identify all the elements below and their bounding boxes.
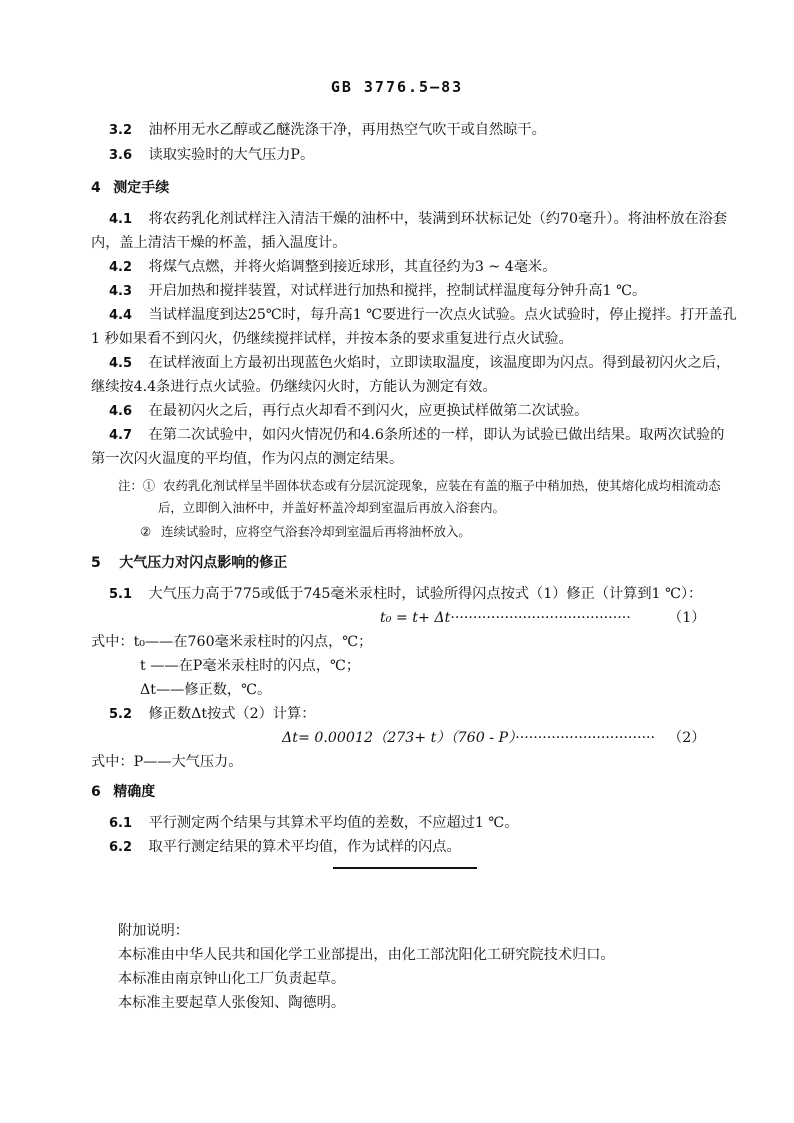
clause-number: 4.3: [109, 284, 133, 299]
clause-number: 4.1: [109, 212, 133, 227]
standard-number: GB 3776.5—83: [330, 78, 464, 96]
where-block-2: 式中：P——大气压力。: [91, 754, 243, 770]
appendix-line: 本标准主要起草人张俊知、陶德明。: [118, 995, 346, 1011]
clause-text: 取平行测定结果的算术平均值，作为试样的闪点。: [148, 839, 461, 855]
clause-number: 4.2: [109, 260, 133, 275]
clause-4-4-cont: 1 秒如果看不到闪火，仍继续搅拌试样，并按本条的要求重复进行点火试验。: [91, 331, 573, 347]
appendix-line: 本标准由南京钟山化工厂负责起草。: [118, 971, 346, 987]
where-item: Δt——修正数，℃。: [140, 682, 272, 698]
note-1: [118, 476, 721, 496]
clause-number: 4.4: [109, 308, 133, 323]
section-number: 5: [91, 555, 101, 571]
clause-4-1-cont: 内，盖上清洁干燥的杯盖，插入温度计。: [91, 235, 347, 251]
formula-2: [282, 728, 655, 748]
clause-number: 4.5: [109, 356, 133, 371]
clause-text: 将煤气点燃，并将火焰调整到接近球形，其直径约为3 ~ 4毫米。: [148, 259, 557, 275]
clause-number: 6.1: [109, 816, 133, 831]
formula-expression: Δt= 0.00012（273+ t）（760 - P）: [282, 730, 516, 746]
clause-4-5: [109, 353, 730, 374]
appendix-title: 附加说明：: [118, 923, 189, 939]
clause-text: 在试样液面上方最初出现蓝色火焰时，立即读取温度，该温度即为闪点。得到最初闪火之后，: [148, 355, 731, 371]
clause-text: 油杯用无水乙醇或乙醚洗涤干净，再用热空气吹干或自然晾干。: [148, 122, 546, 138]
clause-4-6: [109, 401, 588, 422]
where-block-1: [91, 632, 372, 652]
note-label: 注：①: [118, 478, 156, 493]
where-label: 式中：: [91, 634, 134, 650]
note-1-cont: 后，立即倒入油杯中，并盖好杯盖冷却到室温后再放入浴套内。: [158, 500, 505, 515]
clause-number: 3.6: [109, 148, 133, 163]
clause-number: 4.6: [109, 404, 133, 419]
section-number: 6: [91, 784, 101, 800]
equation-number-1: （1）: [668, 610, 706, 626]
end-rule: [333, 867, 477, 869]
note-2: [140, 522, 471, 542]
leader-dots: ········································: [450, 610, 631, 626]
section-title: 大气压力对闪点影响的修正: [119, 555, 288, 571]
clause-5-2: [109, 704, 315, 725]
note-mark: ②: [140, 524, 152, 539]
formula-1: [380, 608, 631, 628]
clause-6-1: [109, 813, 518, 834]
appendix-line: 本标准由中华人民共和国化学工业部提出，由化工部沈阳化工研究院技术归口。: [118, 947, 615, 963]
clause-4-3: [109, 281, 646, 302]
clause-4-7: [109, 425, 724, 446]
clause-4-7-cont: 第一次闪火温度的平均值，作为闪点的测定结果。: [91, 451, 404, 467]
clause-number: 5.2: [109, 707, 133, 722]
clause-text: 将农药乳化剂试样注入清洁干燥的油杯中，装满到环状标记处（约70毫升）。将油杯放在浴套: [148, 211, 728, 227]
clause-text: 在第二次试验中，如闪火情况仍和4.6条所述的一样，即认为试验已做出结果。取两次试验的: [148, 427, 725, 443]
clause-number: 5.1: [109, 587, 133, 602]
clause-number: 6.2: [109, 840, 133, 855]
note-text: 农药乳化剂试样呈半固体状态或有分层沉淀现象，应装在有盖的瓶子中稍加热，使其熔化成均相流动态: [163, 478, 721, 493]
section-heading-6: [91, 782, 155, 802]
section-title: 测定手续: [113, 180, 170, 196]
clause-number: 4.7: [109, 428, 133, 443]
section-heading-5: [91, 553, 287, 573]
clause-text: 在最初闪火之后，再行点火却看不到闪火，应更换试样做第二次试验。: [148, 403, 589, 419]
section-title: 精确度: [113, 784, 156, 800]
section-heading-4: [91, 178, 169, 198]
clause-4-4: [109, 305, 737, 326]
clause-3-6: [109, 145, 314, 166]
clause-text: 平行测定两个结果与其算术平均值的差数，不应超过1 ℃。: [148, 815, 519, 831]
equation-number-2: （2）: [668, 730, 706, 746]
clause-text: 当试样温度到达25℃时，每升高1 ℃要进行一次点火试验。点火试验时，停止搅拌。打开盖孔: [148, 307, 737, 323]
where-item: t ——在P毫米汞柱时的闪点，℃；: [140, 658, 361, 674]
clause-text: 读取实验时的大气压力P。: [148, 147, 315, 163]
clause-6-2: [109, 837, 461, 858]
where-item: t₀——在760毫米汞柱时的闪点，℃；: [133, 634, 373, 650]
clause-4-2: [109, 257, 556, 278]
note-text: 连续试验时，应将空气浴套冷却到室温后再将油杯放入。: [161, 524, 471, 539]
formula-expression: t₀ = t+ Δt: [380, 610, 451, 626]
section-number: 4: [91, 180, 101, 196]
clause-4-5-cont: 继续按4.4条进行点火试验。仍继续闪火时，方能认为测定有效。: [91, 379, 497, 395]
clause-text: 修正数Δt按式（2）计算：: [148, 706, 316, 722]
clause-4-1: [109, 209, 727, 230]
clause-number: 3.2: [109, 123, 133, 138]
clause-5-1: [109, 584, 702, 605]
clause-text: 大气压力高于775或低于745毫米汞柱时，试验所得闪点按式（1）修正（计算到1 ℃）：: [148, 586, 703, 602]
clause-3-2: [109, 120, 546, 141]
leader-dots: ·······························: [515, 730, 655, 746]
clause-text: 开启加热和搅拌装置，对试样进行加热和搅拌，控制试样温度每分钟升高1 ℃。: [148, 283, 647, 299]
